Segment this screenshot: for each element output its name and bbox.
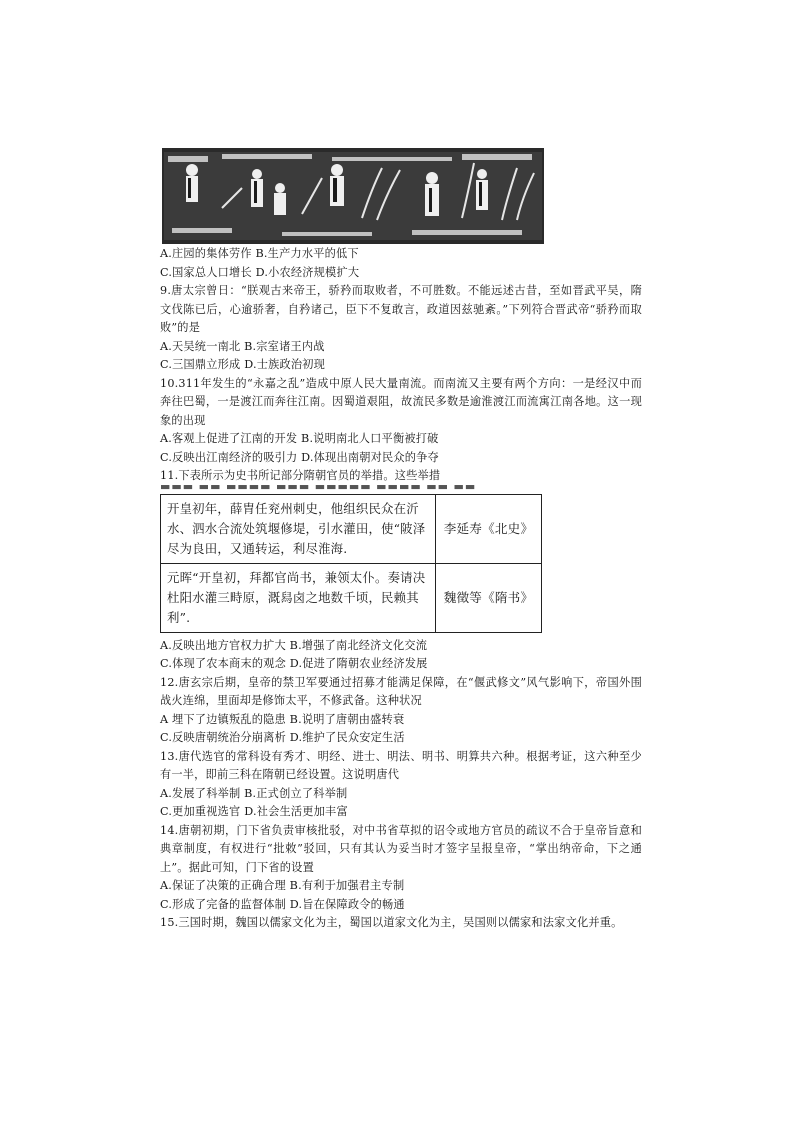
table-source-cell: 魏徵等《隋书》 <box>436 563 542 632</box>
q10-stem: 10.311年发生的“永嘉之乱”造成中原人民大量南流。而南流又主要有两个方向：一是经汉中而奔往巴蜀，一是渡江而奔往江南。因蜀道艰阻，故流民多数是逾淮渡江而流寓江南各地。这一现象的出现 <box>160 376 642 427</box>
q11-source-table <box>160 494 542 633</box>
q10-option-cd: C.反映出江南经济的吸引力 D.体现出南朝对民众的争夺 <box>160 450 439 464</box>
q11-option-cd: C.体现了农本商末的观念 D.促进了隋朝农业经济发展 <box>160 657 428 670</box>
exam-content <box>160 245 642 933</box>
q13-option-ab: A.发展了科举制 B.正式创立了科举制 <box>160 786 348 800</box>
q12-option-cd: C.反映唐朝统治分崩离析 D.维护了民众安定生活 <box>160 731 405 744</box>
q12-stem: 12.唐玄宗后期，皇帝的禁卫军要通过招募才能满足保障，在“偃武修文”风气影响下，帝国外围战火连绵，里面却是修饰太平，不修武备。这种状况 <box>160 675 642 707</box>
q13-stem: 13.唐代选官的常科设有秀才、明经、进士、明法、明书、明算共六种。根据考证，这六种至少有一半，即前三科在隋朝已经设置。这说明唐代 <box>160 749 642 781</box>
table-quote-cell: 元晖“开皇初，拜都官尚书，兼领太仆。奏请决杜阳水灌三畤原，溉舄卤之地数千顷，民赖其利”. <box>161 563 436 632</box>
q14-option-ab: A.保证了决策的正确合理 B.有利于加强君主专制 <box>160 879 405 892</box>
q9-option-ab: A.天吴统一南北 B.宗室诸王内战 <box>160 339 325 353</box>
q13-option-cd: C.更加重视选官 D.社会生活更加丰富 <box>160 805 348 818</box>
q9-option-cd: C.三国鼎立形成 D.士族政治初现 <box>160 358 326 371</box>
q10-option-ab: A.客观上促进了江南的开发 B.说明南北人口平衡被打破 <box>160 432 439 445</box>
q14-stem: 14.唐朝初期，门下省负责审核批驳，对中书省草拟的诏令或地方官员的疏议不合于皇帝旨意和典章制度，有权进行“批敕”驳回，只有其认为妥当时才签字呈报皇帝，“掌出纳帝命，下之通上”。据此可知，门下省的设置 <box>160 823 642 874</box>
scan-cut-off-line: ▬▬▬ ▬▬ ▬▬▬▬ ▬▬▬ ▬▬▬▬▬ ▬▬▬▬ ▬▬ ▬▬ <box>160 479 477 493</box>
q15-stem: 15.三国时期，魏国以儒家文化为主，蜀国以道家文化为主，吴国则以儒家和法家文化并重。 <box>160 916 623 929</box>
q8-option-ab: A.庄园的集体劳作 B.生产力水平的低下 <box>160 247 359 260</box>
q14-option-cd: C.形成了完备的监督体制 D.旨在保障政令的畅通 <box>160 897 405 911</box>
q12-option-ab: A 埋下了边镇叛乱的隐患 B.说明了唐朝由盛转衰 <box>160 712 405 726</box>
q11-stem: 11.下表所示为史书所记部分隋朝官员的举措。这些举措 <box>160 469 441 482</box>
table-row <box>161 563 542 632</box>
han-brick-relief-image <box>162 148 544 244</box>
q9-stem: 9.唐太宗曾日：“朕观古来帝王，骄矜而取败者，不可胜数。不能远述古昔，至如晋武平吴，隋文伐陈已后，心逾骄奢，自矜诸己，臣下不复敢言，政道因兹驰紊。”下列符合晋武帝“骄矜而取败”的是 <box>160 284 642 334</box>
table-source-cell: 李延寿《北史》 <box>436 494 542 563</box>
table-quote-cell: 开皇初年，薛胄任兖州刺史，他组织民众在沂水、泗水合流处筑堰修堤，引水灌田，使“陂泽尽为良田，又通转运，利尽淮海. <box>161 494 436 563</box>
q8-option-cd: C.国家总人口增长 D.小农经济规模扩大 <box>160 265 360 279</box>
table-row <box>161 494 542 563</box>
q11-option-ab: A.反映出地方官权力扩大 B.增强了南北经济文化交流 <box>160 638 428 652</box>
